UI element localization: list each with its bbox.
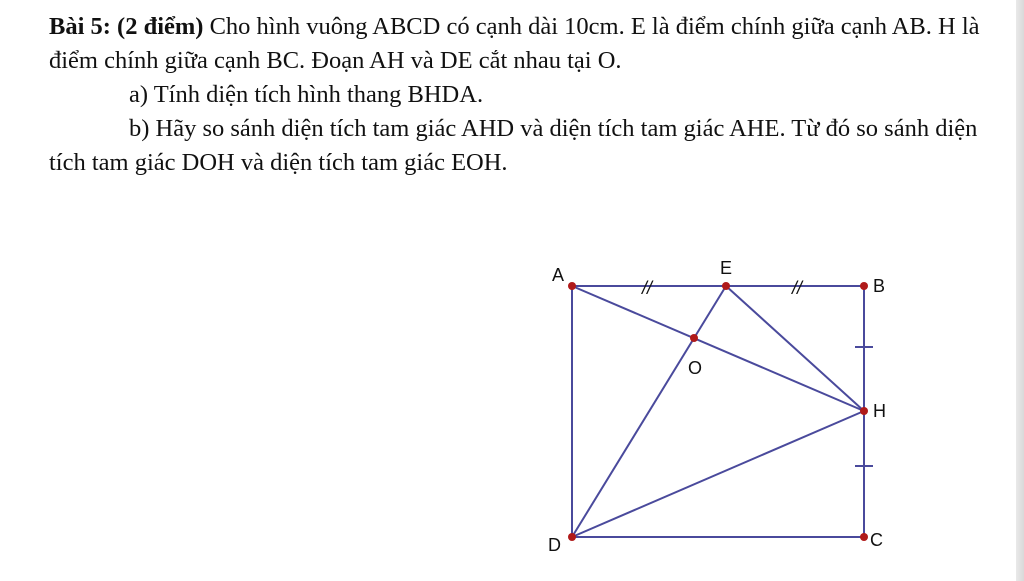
point-o xyxy=(690,334,698,342)
point-e xyxy=(722,282,730,290)
label-h: H xyxy=(873,401,886,421)
problem-intro: Cho hình vuông ABCD có cạnh dài 10cm. E là điểm chính giữa cạnh AB. H là điểm chính giữa cạnh BC. Đoạn AH và DE cắt nhau tại O. xyxy=(49,13,980,74)
label-c: C xyxy=(870,530,883,550)
part-b: b) Hãy so sánh diện tích tam giác AHD và diện tích tam giác AHE. Từ đó so sánh diện tích tam giác DOH và diện tích tam giác EOH. xyxy=(49,115,978,176)
point-c xyxy=(860,533,868,541)
point-a xyxy=(568,282,576,290)
label-e: E xyxy=(720,258,733,278)
point-d xyxy=(568,533,576,541)
part-a: a) Tính diện tích hình thang BHDA. xyxy=(129,81,484,108)
point-h xyxy=(860,407,868,415)
segment-eh xyxy=(726,286,864,411)
label-d: D xyxy=(548,535,561,555)
segment-dh xyxy=(572,411,864,537)
page-edge xyxy=(1016,0,1024,581)
problem-text xyxy=(49,10,1009,180)
segment-de xyxy=(572,286,726,537)
problem-heading: Bài 5: (2 điểm) xyxy=(49,13,204,40)
label-a: A xyxy=(552,265,565,285)
geometry-figure xyxy=(530,250,900,570)
label-b: B xyxy=(873,276,886,296)
segment-ah xyxy=(572,286,864,411)
tick-eb: // xyxy=(792,278,803,298)
tick-ae: // xyxy=(642,278,653,298)
square-abcd xyxy=(572,286,864,537)
problem-statement xyxy=(49,10,1009,78)
square-diagram xyxy=(530,250,900,570)
label-o: O xyxy=(688,358,703,378)
point-b xyxy=(860,282,868,290)
